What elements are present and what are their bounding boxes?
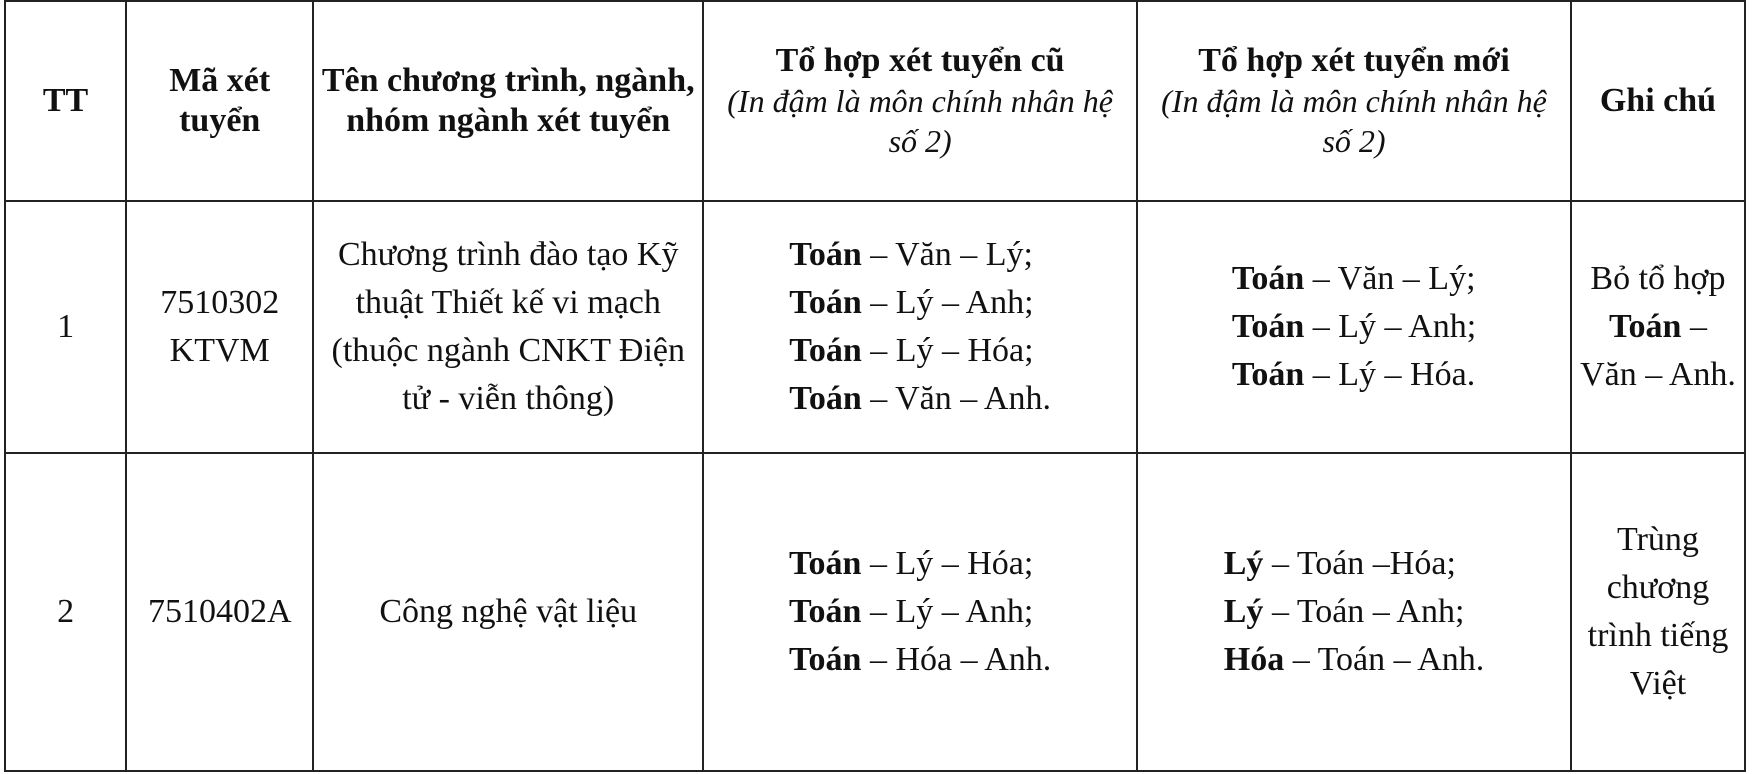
header-old-combo-title: Tổ hợp xét tuyển cũ bbox=[775, 42, 1065, 79]
combo-rest: – Toán –Hóa; bbox=[1263, 545, 1456, 582]
table-row bbox=[5, 453, 1745, 771]
header-row bbox=[5, 1, 1745, 201]
combo-item bbox=[789, 588, 1051, 636]
combo-main-subject: Lý bbox=[1223, 593, 1264, 630]
header-new-combo-title: Tổ hợp xét tuyển mới bbox=[1198, 42, 1510, 79]
combo-rest: – Lý – Hóa; bbox=[861, 545, 1034, 582]
combo-main-subject: Toán bbox=[789, 236, 862, 273]
combo-main-subject: Toán bbox=[789, 332, 862, 369]
combo-main-subject: Toán bbox=[1231, 356, 1305, 393]
row-tt: 1 bbox=[5, 201, 126, 453]
admission-combinations-table bbox=[4, 0, 1746, 772]
combo-item bbox=[789, 279, 1051, 327]
combo-rest: – Lý – Anh; bbox=[861, 593, 1034, 630]
combo-main-subject: Lý bbox=[1223, 545, 1264, 582]
combo-item bbox=[1224, 540, 1485, 588]
combo-item bbox=[1232, 255, 1476, 303]
combo-list bbox=[1232, 255, 1476, 399]
combo-rest: – Lý – Hóa. bbox=[1304, 356, 1476, 393]
combo-list bbox=[789, 231, 1051, 423]
combo-main-subject: Toán bbox=[788, 545, 862, 582]
combo-rest: – Toán – Anh. bbox=[1284, 641, 1485, 678]
combo-item bbox=[1232, 351, 1476, 399]
combo-item bbox=[789, 327, 1051, 375]
row-new-combos bbox=[1137, 453, 1571, 771]
combo-item bbox=[1232, 303, 1476, 351]
combo-rest: – Toán – Anh; bbox=[1263, 593, 1465, 630]
row-code bbox=[126, 201, 313, 453]
row-old-combos bbox=[703, 453, 1137, 771]
header-new-combo bbox=[1137, 1, 1571, 201]
combo-main-subject: Toán bbox=[788, 641, 862, 678]
row-old-combos bbox=[703, 201, 1137, 453]
row-code: 7510402A bbox=[126, 453, 313, 771]
note-bold-subject: Toán bbox=[1608, 308, 1682, 345]
header-code: Mã xét tuyển bbox=[126, 1, 313, 201]
row-tt: 2 bbox=[5, 453, 126, 771]
table-row bbox=[5, 201, 1745, 453]
combo-item bbox=[1224, 636, 1485, 684]
combo-main-subject: Toán bbox=[1231, 260, 1305, 297]
combo-main-subject: Toán bbox=[1231, 308, 1305, 345]
header-program: Tên chương trình, ngành, nhóm ngành xét tuyển bbox=[313, 1, 703, 201]
row-code-line: KTVM bbox=[169, 332, 270, 369]
combo-main-subject: Hóa bbox=[1223, 641, 1285, 678]
combo-main-subject: Toán bbox=[788, 593, 862, 630]
combo-rest: – Văn – Anh. bbox=[861, 380, 1051, 417]
combo-main-subject: Toán bbox=[789, 380, 862, 417]
combo-rest: – Văn – Lý; bbox=[861, 236, 1033, 273]
combo-rest: – Lý – Anh; bbox=[1304, 308, 1477, 345]
combo-item bbox=[789, 231, 1051, 279]
combo-item bbox=[789, 540, 1051, 588]
combo-rest: – Lý – Hóa; bbox=[861, 332, 1034, 369]
row-note: Trùng chương trình tiếng Việt bbox=[1571, 453, 1745, 771]
combo-main-subject: Toán bbox=[789, 284, 862, 321]
combo-item bbox=[789, 375, 1051, 423]
combo-rest: – Hóa – Anh. bbox=[861, 641, 1052, 678]
header-tt: TT bbox=[5, 1, 126, 201]
header-old-combo-note: (In đậm là môn chính nhân hệ số 2) bbox=[727, 83, 1113, 159]
note-text: – Văn – Anh. bbox=[1580, 308, 1736, 393]
combo-item bbox=[789, 636, 1051, 684]
combo-item bbox=[1224, 588, 1485, 636]
header-old-combo bbox=[703, 1, 1137, 201]
row-program: Công nghệ vật liệu bbox=[313, 453, 703, 771]
note-text: Bỏ tổ hợp bbox=[1590, 260, 1726, 297]
row-code-line: 7510302 bbox=[160, 284, 280, 321]
header-new-combo-note: (In đậm là môn chính nhân hệ số 2) bbox=[1161, 83, 1547, 159]
row-new-combos bbox=[1137, 201, 1571, 453]
combo-list bbox=[789, 540, 1051, 684]
header-note: Ghi chú bbox=[1571, 1, 1745, 201]
combo-rest: – Lý – Anh; bbox=[861, 284, 1034, 321]
row-program: Chương trình đào tạo Kỹ thuật Thiết kế vi mạch (thuộc ngành CNKT Điện tử - viễn thông) bbox=[313, 201, 703, 453]
combo-rest: – Văn – Lý; bbox=[1304, 260, 1476, 297]
row-note bbox=[1571, 201, 1745, 453]
combo-list bbox=[1224, 540, 1485, 684]
